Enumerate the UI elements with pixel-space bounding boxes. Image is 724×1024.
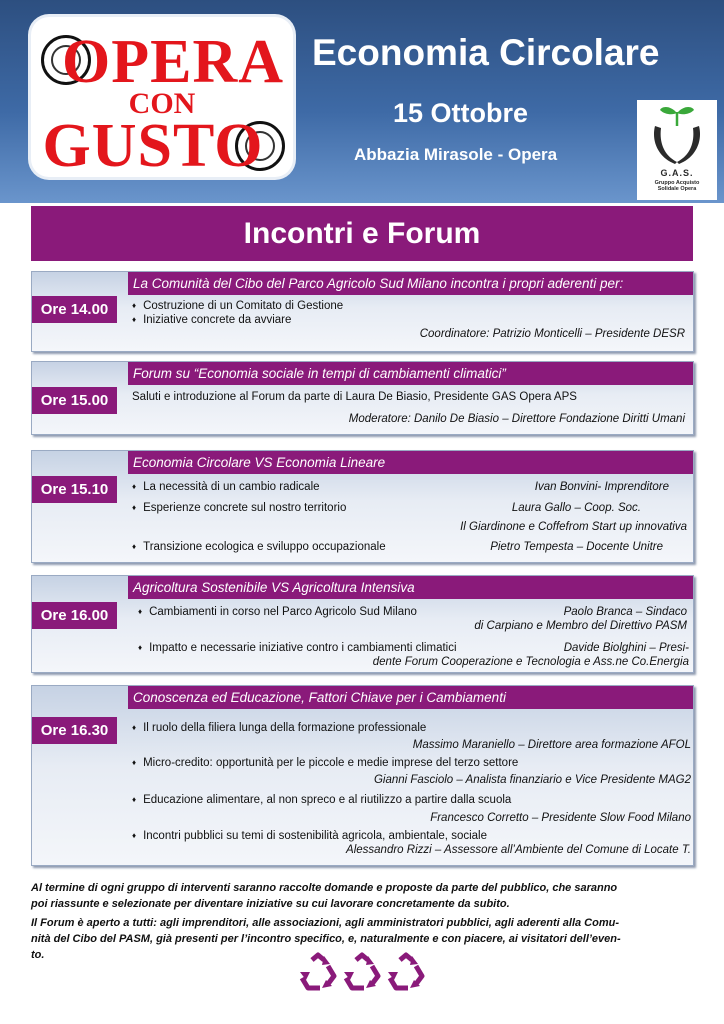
coordinator: Coordinatore: Patrizio Monticelli – Presidente DESR: [419, 328, 685, 340]
recycle-icon: [386, 952, 426, 992]
bullet-item: ♦ Transizione ecologica e sviluppo occupazionale: [132, 541, 386, 553]
session-title: La Comunità del Cibo del Parco Agricolo Sud Milano incontra i propri aderenti per:: [128, 272, 693, 295]
gas-subtitle-line-1: Gruppo Acquisto: [654, 180, 700, 186]
bullet-item: ♦ Impatto e necessarie iniziative contro i cambiamenti climatici: [138, 642, 457, 654]
session-block: [31, 685, 694, 866]
footer-note: [31, 880, 695, 912]
session-time: Ore 15.00: [32, 387, 117, 414]
logo-line-2: CON: [128, 87, 196, 120]
gas-subtitle-line-2: Solidale Opera: [657, 186, 697, 192]
bullet-item: ♦ La necessità di un cambio radicale: [132, 481, 320, 493]
speaker: Laura Gallo – Coop. Soc.: [511, 502, 641, 514]
session-block: [31, 575, 694, 673]
bullet-item: ♦ Incontri pubblici su temi di sostenibilità agricola, ambientale, sociale: [132, 830, 487, 842]
session-block: [31, 450, 694, 563]
recycle-icon: [298, 952, 338, 992]
session-block: [31, 361, 694, 435]
speaker: Gianni Fasciolo – Analista finanziario e Vice Presidente MAG2: [373, 774, 691, 786]
event-title: Economia Circolare: [312, 32, 660, 73]
session-time: Ore 15.10: [32, 476, 117, 503]
moderator: Moderatore: Danilo De Biasio – Direttore Fondazione Diritti Umani: [348, 413, 685, 425]
session-title: Agricoltura Sostenibile VS Agricoltura Intensiva: [128, 576, 693, 599]
bullet-item: ♦ Costruzione di un Comitato di Gestione: [132, 300, 343, 312]
speaker: Pietro Tempesta – Docente Unitre: [490, 541, 663, 553]
speaker: Alessandro Rizzi – Assessore all’Ambiente del Comune di Locate T.: [346, 844, 691, 856]
bullet-item: ♦ Micro-credito: opportunità per le piccole e medie imprese del terzo settore: [132, 757, 518, 769]
speaker: Massimo Maraniello – Direttore area formazione AFOL: [412, 739, 691, 751]
gas-letters: G.A.S.: [660, 168, 694, 178]
opera-con-gusto-logo: [31, 17, 293, 180]
header: [0, 0, 724, 203]
event-date: 15 Ottobre: [393, 98, 529, 128]
speaker: Davide Biolghini – Presi-: [563, 642, 689, 654]
logo-line-1: OPERA: [62, 28, 284, 96]
session-time: Ore 14.00: [32, 296, 117, 323]
footer-note-line: nità del Cibo del PASM, già presenti per l’incontro specifico, e, naturalmente e con piacere, ai visitatori dell’even-: [31, 933, 621, 945]
footer-note-line: Il Forum è aperto a tutti: agli imprenditori, alle associazioni, agli amministratori pubblici, agli aderenti alla Comu-: [31, 917, 619, 929]
logo-line-3: GUSTO: [42, 112, 264, 180]
intro-text: Saluti e introduzione al Forum da parte di Laura De Biasio, Presidente GAS Opera APS: [132, 391, 577, 403]
speaker: Francesco Corretto – Presidente Slow Food Milano: [430, 812, 691, 824]
session-title: Forum su “Economia sociale in tempi di cambiamenti climatici”: [128, 362, 693, 385]
footer-note-line: Al termine di ogni gruppo di interventi saranno raccolte domande e proposte da parte del pubblico, che saranno: [31, 882, 618, 894]
bullet-item: ♦ Il ruolo della filiera lunga della formazione professionale: [132, 722, 426, 734]
gas-subtitle: [637, 180, 717, 192]
section-banner: Incontri e Forum: [31, 206, 693, 261]
recycle-icons: [298, 952, 428, 994]
session-title: Economia Circolare VS Economia Lineare: [128, 451, 693, 474]
gas-opera-logo: [637, 100, 717, 200]
bullet-item: ♦ Educazione alimentare, al non spreco e al riutilizzo a partire dalla scuola: [132, 794, 511, 806]
hands-icon: [651, 122, 703, 166]
session-time: Ore 16.00: [32, 602, 117, 629]
bullet-item: ♦ Iniziative concrete da avviare: [132, 314, 291, 326]
recycle-icon: [342, 952, 382, 992]
footer-note-line: to.: [31, 949, 45, 961]
session-title: Conoscenza ed Educazione, Fattori Chiave per i Cambiamenti: [128, 686, 693, 709]
speaker: Paolo Branca – Sindaco: [563, 606, 687, 618]
event-venue: Abbazia Mirasole - Opera: [354, 145, 558, 164]
speaker-continued: Il Giardinone e Coffefrom Start up innovativa: [460, 521, 687, 533]
speaker: Ivan Bonvini- Imprenditore: [534, 481, 669, 493]
bullet-item: ♦ Cambiamenti in corso nel Parco Agricolo Sud Milano: [138, 606, 417, 618]
session-block: [31, 271, 694, 352]
bullet-item: ♦ Esperienze concrete sul nostro territorio: [132, 502, 346, 514]
speaker-continued: di Carpiano e Membro del Direttivo PASM: [474, 620, 687, 632]
footer-note-line: poi riassunte e selezionate per diventare iniziative su cui lavorare concretamente da subito.: [31, 898, 510, 910]
session-time: Ore 16.30: [32, 717, 117, 744]
speaker-continued: dente Forum Cooperazione e Tecnologia e Ass.ne Co.Energia: [372, 656, 689, 668]
